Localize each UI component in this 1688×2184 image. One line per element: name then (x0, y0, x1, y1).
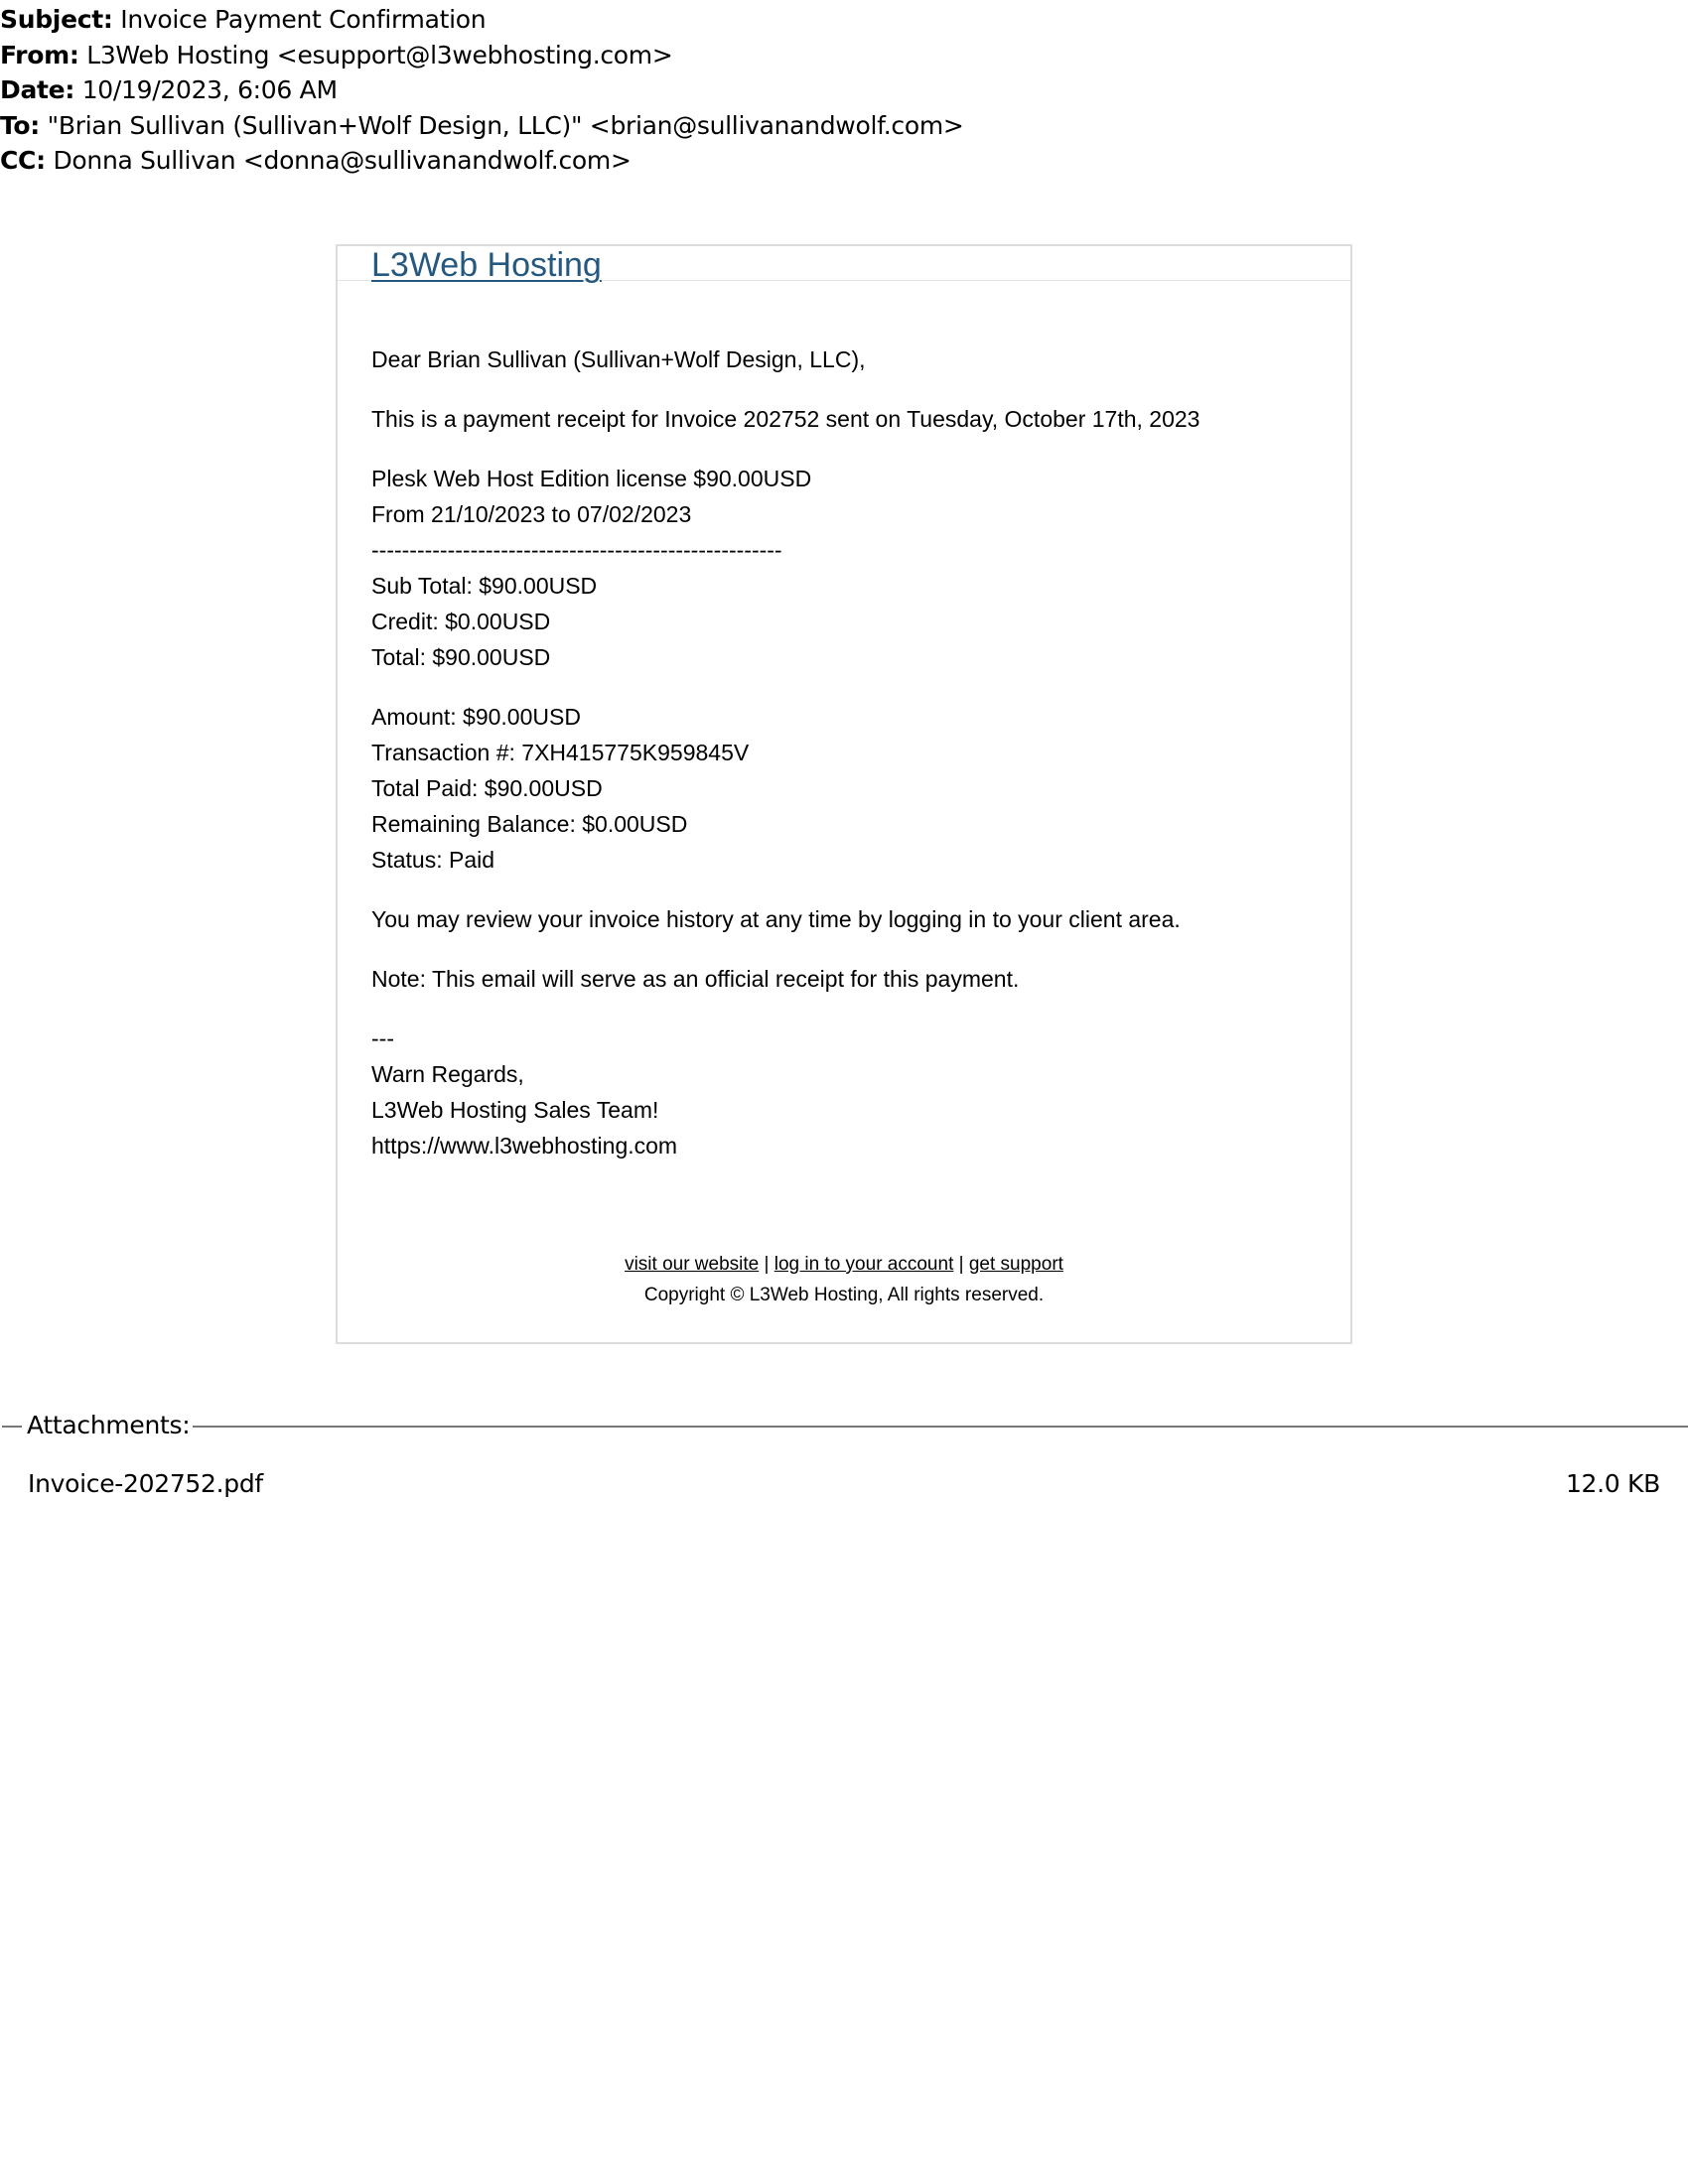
date-label: Date: (0, 75, 75, 104)
visit-website-link[interactable]: visit our website (625, 1254, 760, 1275)
get-support-link[interactable]: get support (968, 1254, 1063, 1275)
remaining-balance: Remaining Balance: $0.00USD (371, 811, 688, 837)
receipt-note: Note: This email will serve as an official receipt for this payment. (371, 966, 1020, 992)
subject-label: Subject: (0, 5, 113, 34)
separator-line: ------------------------------------------------------ (371, 537, 782, 563)
amount: Amount: $90.00USD (371, 704, 581, 730)
signature-dashes: --- (371, 1025, 394, 1051)
from-value: L3Web Hosting <esupport@l3webhosting.com> (86, 40, 673, 69)
from-row (0, 38, 964, 73)
brand-logo-link[interactable]: L3Web Hosting (371, 246, 602, 284)
payment-details (371, 699, 1315, 878)
to-row (0, 108, 964, 144)
line-item: Plesk Web Host Edition license $90.00USD (371, 466, 812, 491)
attachments-divider (2, 1426, 1688, 1428)
message-body (371, 341, 1315, 1187)
payment-status: Status: Paid (371, 847, 495, 873)
to-value: "Brian Sullivan (Sullivan+Wolf Design, LLC)" <brian@sullivanandwolf.com> (47, 110, 964, 140)
email-message-card (336, 244, 1352, 1344)
subject-value: Invoice Payment Confirmation (120, 5, 487, 34)
signature (371, 1021, 1315, 1163)
total: Total: $90.00USD (371, 644, 551, 670)
footer-links (338, 1249, 1350, 1280)
attachment-file-size: 12.0 KB (1565, 1469, 1660, 1498)
attachments-label: Attachments: (22, 1410, 193, 1441)
date-value: 10/19/2023, 6:06 AM (81, 75, 338, 104)
signature-team: L3Web Hosting Sales Team! (371, 1097, 659, 1123)
transaction-number: Transaction #: 7XH415775K959845V (371, 740, 750, 765)
sub-total: Sub Total: $90.00USD (371, 573, 598, 599)
signature-regards: Warn Regards, (371, 1061, 524, 1087)
from-label: From: (0, 40, 79, 69)
message-footer (338, 1249, 1350, 1310)
intro-text: This is a payment receipt for Invoice 202752 sent on Tuesday, October 17th, 2023 (371, 406, 1200, 432)
footer-divider: | (764, 1254, 770, 1275)
line-item-period: From 21/10/2023 to 07/02/2023 (371, 501, 692, 527)
review-note: You may review your invoice history at any time by logging in to your client area. (371, 906, 1181, 932)
greeting: Dear Brian Sullivan (Sullivan+Wolf Design, LLC), (371, 346, 866, 372)
message-header (338, 246, 1350, 284)
subject-row (0, 2, 964, 38)
copyright: Copyright © L3Web Hosting, All rights reserved. (643, 1285, 1045, 1305)
cc-label: CC: (0, 146, 46, 175)
cc-value: Donna Sullivan <donna@sullivanandwolf.com> (53, 146, 632, 175)
email-headers (0, 2, 964, 179)
credit: Credit: $0.00USD (371, 609, 551, 634)
signature-url: https://www.l3webhosting.com (371, 1133, 678, 1159)
attachment-file-name[interactable]: Invoice-202752.pdf (28, 1469, 263, 1498)
total-paid: Total Paid: $90.00USD (371, 775, 603, 801)
date-row (0, 72, 964, 108)
login-account-link[interactable]: log in to your account (774, 1254, 954, 1275)
invoice-details (371, 461, 1315, 675)
footer-divider: | (958, 1254, 964, 1275)
to-label: To: (0, 110, 41, 140)
cc-row (0, 143, 964, 179)
